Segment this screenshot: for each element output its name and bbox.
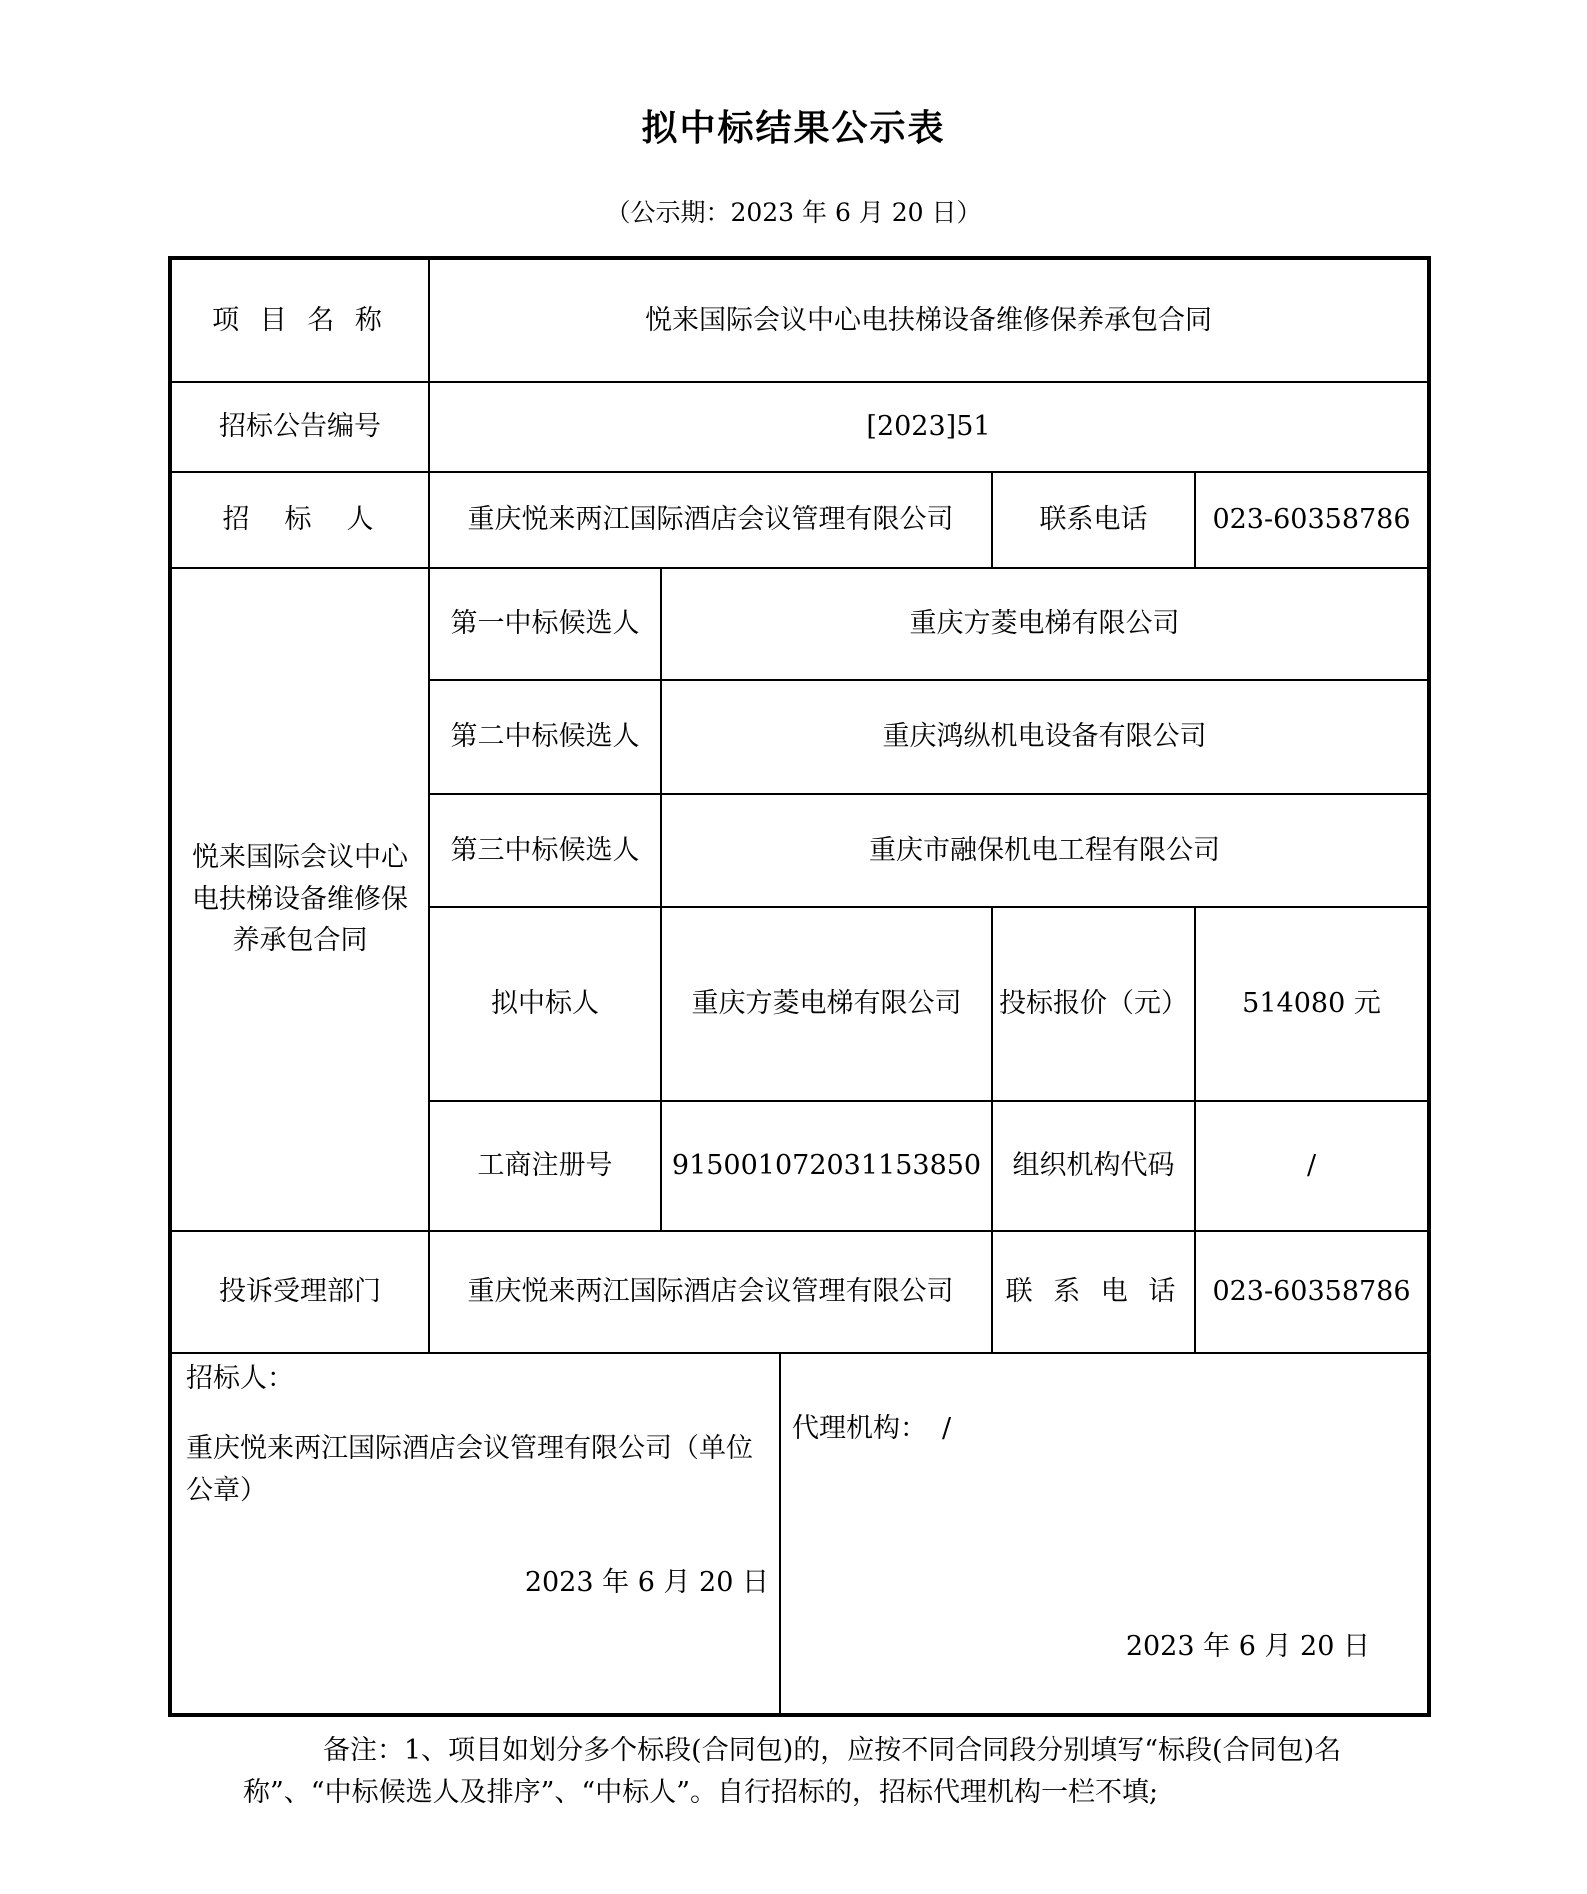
tenderer-phone-label: 联系电话: [1039, 504, 1148, 536]
complaint-value: 重庆悦来两江国际酒店会议管理有限公司: [467, 1276, 954, 1308]
complaint-phone-label: 联 系 电 话: [1005, 1276, 1182, 1308]
tenderer-date: 2023 年 6 月 20 日: [524, 1567, 769, 1598]
agency-value: /: [942, 1413, 952, 1444]
agency-label: 代理机构：: [792, 1413, 927, 1444]
result-table: [168, 256, 1431, 1717]
candidate-1-label: 第一中标候选人: [450, 608, 640, 640]
complaint-label: 投诉受理部门: [219, 1276, 381, 1308]
column-divider: [779, 1352, 781, 1713]
publicity-period: （公示期：2023 年 6 月 20 日）: [605, 198, 982, 227]
row-divider: [172, 1352, 1427, 1354]
reg-no-value: 915001072031153850: [671, 1150, 982, 1182]
tenderer-seal-text: 重庆悦来两江国际酒店会议管理有限公司（单位公章）: [186, 1433, 753, 1506]
winner-value: 重庆方菱电梯有限公司: [691, 988, 962, 1020]
candidate-2-company: 重庆鸿纵机电设备有限公司: [882, 721, 1207, 753]
bid-price-value: 514080 元: [1242, 988, 1381, 1020]
tender-no-label: 招标公告编号: [219, 411, 381, 443]
candidate-3-company: 重庆市融保机电工程有限公司: [869, 834, 1220, 866]
footnote: 备注：1、项目如划分多个标段(合同包)的，应按不同合同段分别填写“标段(合同包)名称”、“中标候选人及排序”、“中标人”。自行招标的，招标代理机构一栏不填;: [243, 1735, 1342, 1808]
candidate-3-label: 第三中标候选人: [450, 834, 640, 866]
bid-price-label: 投标报价（元）: [999, 988, 1188, 1020]
tenderer-value: 重庆悦来两江国际酒店会议管理有限公司: [467, 504, 954, 536]
org-code-value: /: [1306, 1150, 1317, 1182]
project-name-label: 项 目 名 称: [212, 304, 388, 336]
complaint-phone-value: 023-60358786: [1212, 1276, 1411, 1308]
tenderer-label: 招 标 人: [222, 504, 378, 536]
candidate-2-label: 第二中标候选人: [450, 721, 640, 753]
tender-no-value: [2023]51: [866, 411, 991, 443]
reg-no-label: 工商注册号: [477, 1150, 613, 1182]
project-name-value: 悦来国际会议中心电扶梯设备维修保养承包合同: [645, 304, 1212, 336]
candidate-1-company: 重庆方菱电梯有限公司: [909, 608, 1180, 640]
winner-label: 拟中标人: [491, 988, 599, 1020]
page-title: 拟中标结果公示表: [641, 107, 946, 149]
agency-date: 2023 年 6 月 20 日: [1125, 1631, 1370, 1662]
tenderer-heading: 招标人：: [186, 1363, 294, 1394]
section-label: 悦来国际会议中心电扶梯设备维修保养承包合同: [192, 841, 408, 957]
tenderer-phone-value: 023-60358786: [1212, 504, 1411, 536]
org-code-label: 组织机构代码: [1012, 1150, 1175, 1182]
